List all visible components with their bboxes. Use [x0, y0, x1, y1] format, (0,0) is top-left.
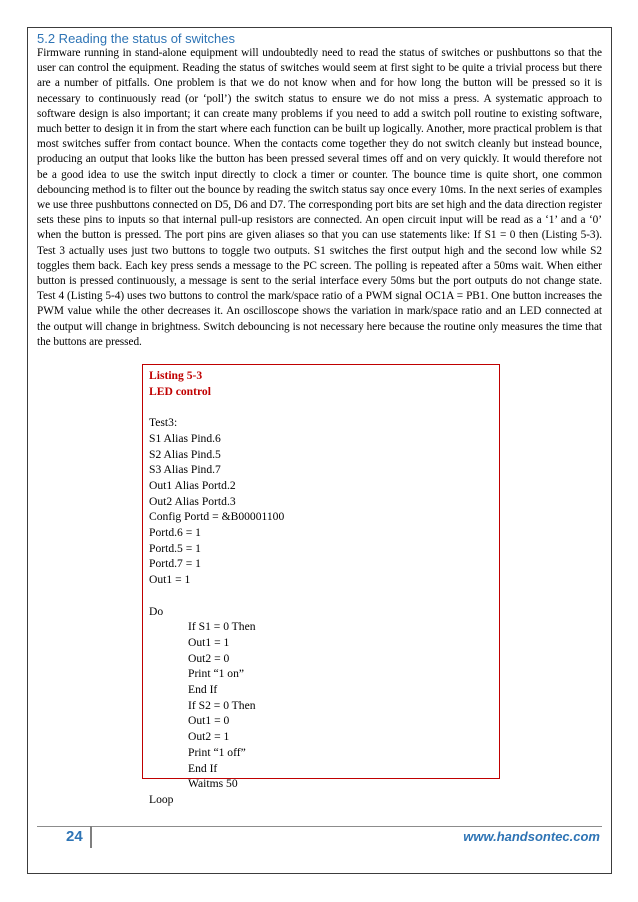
- code-line: Print “1 on”: [188, 667, 245, 681]
- code-line: S1 Alias Pind.6: [149, 431, 221, 445]
- code-line: Out2 Alias Portd.3: [149, 494, 236, 508]
- page-number: 24: [66, 828, 83, 845]
- listing-title: Listing 5-3: [149, 369, 203, 382]
- code-line: Portd.7 = 1: [149, 557, 201, 571]
- code-line: S2 Alias Pind.5: [149, 447, 221, 461]
- footer-rule: [37, 826, 602, 827]
- listing-subtitle: LED control: [149, 384, 211, 398]
- section-heading: 5.2 Reading the status of switches: [37, 31, 236, 46]
- code-line: If S2 = 0 Then: [188, 698, 256, 712]
- code-line: Test3:: [149, 416, 178, 430]
- code-line: Print “1 off”: [188, 745, 246, 759]
- code-line: Config Portd = &B00001100: [149, 510, 285, 524]
- code-line: Portd.6 = 1: [149, 526, 201, 540]
- blank-line: [149, 399, 284, 415]
- code-line: End If: [188, 761, 218, 775]
- code-line: Out2 = 1: [188, 730, 230, 744]
- code-line: Out1 = 1: [149, 573, 191, 587]
- footer-divider: [90, 826, 92, 848]
- footer-url: www.handsontec.com: [463, 829, 600, 844]
- code-line: Out1 = 1: [188, 635, 230, 649]
- code-line: Loop: [149, 792, 174, 806]
- code-line: Waitms 50: [188, 777, 238, 791]
- code-line: If S1 = 0 Then: [188, 620, 256, 634]
- code-listing: [149, 368, 284, 808]
- code-line: Portd.5 = 1: [149, 541, 201, 555]
- section-body-paragraph: Firmware running in stand-alone equipment will undoubtedly need to read the status of switches or pushbuttons so that the user can control the equipment. Reading the status of switches would seem at first sight to be quite a trivial process but there are a number of pitfalls. One problem is that we do not know when and for how long the button will be pressed so it is necessary to continuously read (or ‘poll’) the switch status to ensure we do not miss a press. A systematic approach to software design is also important; it can create many problems if you need to add a switch poll routine to existing software, much better to design it in from the start where each function can be built up logically. Another, more practical problem is that most switches suffer from contact bounce. When the contacts come together they do not switch cleanly but instead bounce, producing an output that looks like the button has been pressed several times off and on very quickly. It would therefore not be a good idea to use the switch input directly to clock a timer or counter. The bounce time is quite short, one common debouncing method is to filter out the bounce by reading the switch status say once every 10ms. In the next series of examples we use three pushbuttons connected on D5, D6 and D7. The corresponding port bits are set high and the data direction register sets these pins to inputs so that internal pull-up resistors are connected. An open circuit input will be read as a ‘1’ and a ‘0’ when the button is pressed. The port pins are given aliases so that you can use statements like: If S1 = 0 then (Listing 5-3). Test 3 actually uses just two buttons to toggle two outputs. S1 switches the first output high and the second low while S2 toggles them back. Each key press sends a message to the PC screen. The polling is repeated after a 50ms wait. When either button is pressed continuously, a message is sent to the serial interface every 50ms but the port outputs do not change state. Test 4 (Listing 5-4) uses two buttons to control the mark/space ratio of a PWM signal OC1A = PB1. One button increases the PWM value while the other decreases it. An oscilloscope shows the variation in mark/space ratio and an LED connected at the output will change in brightness. Switch debouncing is not necessary here because the routine only measures the time that the buttons are pressed.: [37, 47, 602, 348]
- code-line: End If: [188, 683, 218, 697]
- code-line: Out1 Alias Portd.2: [149, 478, 236, 492]
- code-line: S3 Alias Pind.7: [149, 463, 221, 477]
- blank-line: [149, 588, 284, 604]
- code-line: Do: [149, 604, 164, 618]
- code-line: Out1 = 0: [188, 714, 230, 728]
- code-line: Out2 = 0: [188, 651, 230, 665]
